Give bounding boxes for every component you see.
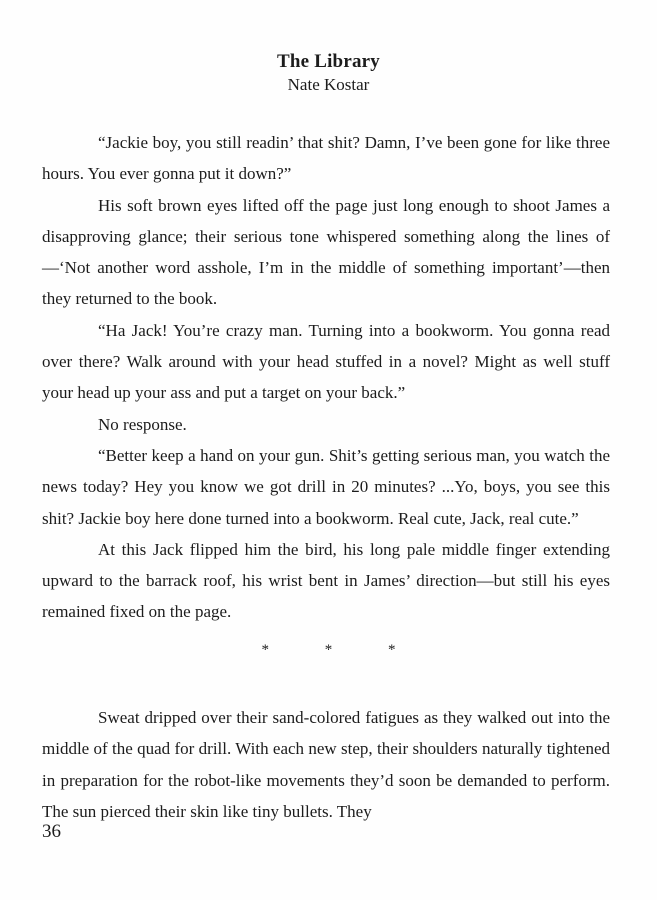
paragraph: “Better keep a hand on your gun. Shit’s getting serious man, you watch the news today? Hey you know we got drill in 20 minutes? ...Yo, boys, you see this shit? Jackie boy here done turned into a bookworm. Real cute, Jack, real cute.” — [42, 445, 610, 528]
story-author: Nate Kostar — [287, 75, 370, 94]
page-number: 36 — [42, 821, 61, 842]
paragraph: No response. — [98, 414, 187, 434]
paragraph: “Jackie boy, you still readin’ that shit? Damn, I’ve been gone for like three hours. You ever gonna put it down?” — [42, 133, 610, 184]
story-title: The Library — [276, 51, 380, 72]
story-header — [0, 50, 657, 96]
story-body-section-2 — [42, 702, 610, 827]
paragraph: At this Jack flipped him the bird, his long pale middle finger extending upward to the barrack roof, his wrist bent in James’ direction—but still his eyes remained fixed on the page. — [42, 539, 610, 622]
story-body — [42, 127, 610, 628]
section-break: * * * — [261, 642, 422, 658]
paragraph: His soft brown eyes lifted off the page just long enough to shoot James a disapproving glance; their serious tone whispered something along the lines of—‘Not another word asshole, I’m in the middle of something important’—then they returned to the book. — [42, 195, 610, 309]
paragraph: “Ha Jack! You’re crazy man. Turning into a bookworm. You gonna read over there? Walk around with your head stuffed in a novel? Might as well stuff your head up your ass and put a target on your back.” — [42, 320, 610, 403]
paragraph: Sweat dripped over their sand-colored fatigues as they walked out into the middle of the quad for drill. With each new step, their shoulders naturally tightened in preparation for the robot-like movements they’d soon be demanded to perform. The sun pierced their skin like tiny bullets. They — [42, 708, 610, 821]
